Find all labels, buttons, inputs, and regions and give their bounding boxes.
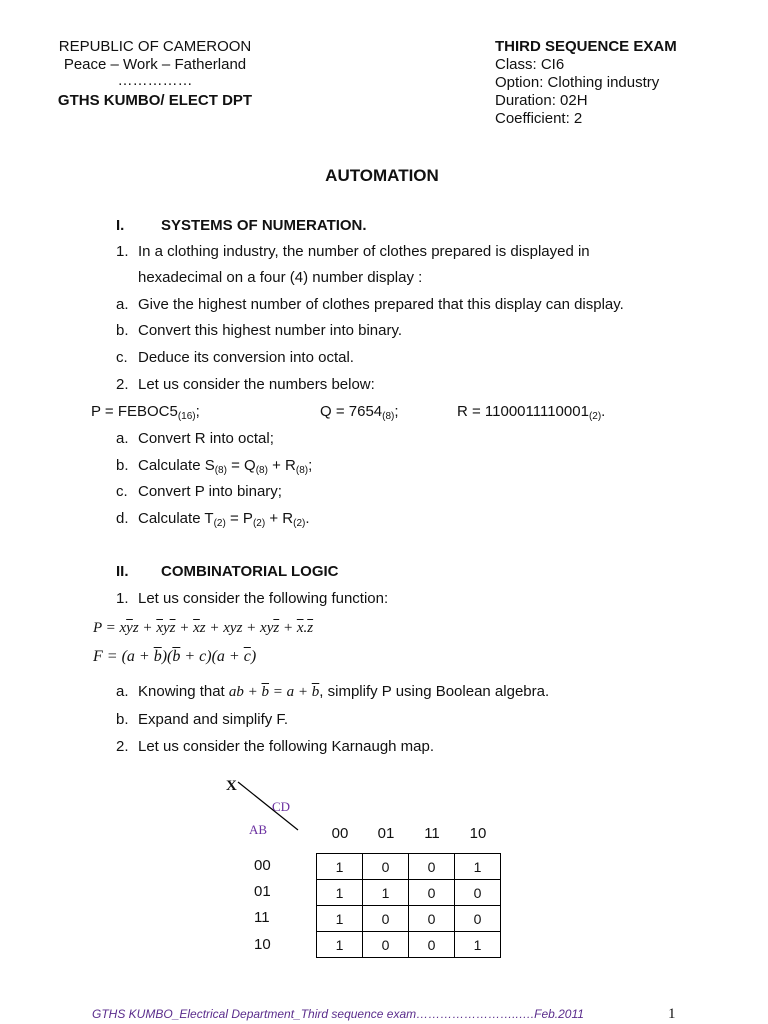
kmap-cell: 0 [363, 854, 409, 880]
s1-q2-number: 2. [116, 376, 129, 393]
kmap-cell: 0 [455, 906, 501, 932]
kmap-diagonal [236, 780, 306, 835]
s1-q2c-letter: c. [116, 483, 128, 500]
footer-text: GTHS KUMBO_Electrical Department_Third sequence exam……………………..….Feb.2011 [92, 1007, 584, 1021]
s1-q2a: Convert R into octal; [138, 430, 274, 447]
kmap-row [317, 854, 501, 880]
s1-q1c: Deduce its conversion into octal. [138, 349, 354, 366]
section2-title: COMBINATORIAL LOGIC [161, 563, 339, 580]
number-r: $R = 1100011110001_{(2)}$. [457, 403, 606, 422]
kmap-col-10: 10 [469, 825, 487, 842]
header-class: Class: CI6 [495, 56, 565, 73]
page-number: 1 [668, 1006, 676, 1022]
header-coefficient: Coefficient: 2 [495, 110, 583, 127]
s1-q1c-letter: c. [116, 349, 128, 366]
s2-q1: Let us consider the following function: [138, 590, 389, 607]
number-q: $Q = 7654_{(8)}$; [320, 403, 399, 422]
equation-f: $F = (a + \overline{b})(\overline{b} + c)(a + \overline{c})$ [93, 648, 257, 665]
kmap-row-label-11: 11 [254, 909, 270, 926]
kmap-row-label-00: 00 [254, 857, 271, 874]
kmap-cell: 1 [317, 932, 363, 958]
s2-q1-number: 1. [116, 590, 129, 607]
header-country: REPUBLIC OF CAMEROON [58, 38, 252, 55]
kmap-cell: 1 [317, 854, 363, 880]
s1-q2a-letter: a. [116, 430, 129, 447]
karnaugh-map [316, 853, 501, 958]
kmap-cell: 0 [409, 880, 455, 906]
section1-number: I. [116, 217, 125, 234]
kmap-cell: 0 [363, 932, 409, 958]
kmap-ab-label: AB [249, 822, 268, 837]
s1-q1-line1: In a clothing industry, the number of clothes prepared is displayed in [138, 243, 590, 260]
section1-title: SYSTEMS OF NUMERATION. [161, 217, 367, 234]
page-title: AUTOMATION [325, 166, 439, 185]
header-motto: Peace – Work – Fatherland [63, 56, 247, 73]
kmap-col-00: 00 [331, 825, 349, 842]
s1-q2c: Convert P into binary; [138, 483, 282, 500]
s2-qb-letter: b. [116, 711, 129, 728]
kmap-cell: 0 [455, 880, 501, 906]
s1-q2d-letter: d. [116, 510, 129, 527]
kmap-cell: 0 [363, 906, 409, 932]
s1-q1b-letter: b. [116, 322, 129, 339]
header-exam: THIRD SEQUENCE EXAM [495, 38, 677, 55]
kmap-cell: 0 [409, 906, 455, 932]
kmap-row-label-10: 10 [254, 936, 271, 953]
s2-qa-letter: a. [116, 683, 129, 700]
s1-q1b: Convert this highest number into binary. [138, 322, 403, 339]
kmap-cell: 1 [363, 880, 409, 906]
kmap-row-label-01: 01 [254, 883, 271, 900]
kmap-cell: 1 [455, 854, 501, 880]
header-school: GTHS KUMBO/ ELECT DPT [57, 92, 253, 109]
section2-number: II. [116, 563, 129, 580]
s1-q1-line2: hexadecimal on a four (4) number display : [138, 269, 423, 286]
s2-q2: Let us consider the following Karnaugh map. [138, 738, 435, 755]
kmap-cd-label: CD [272, 799, 291, 814]
kmap-row [317, 906, 501, 932]
kmap-cell: 1 [317, 880, 363, 906]
header-duration: Duration: 02H [495, 92, 588, 109]
s1-q2b-letter: b. [116, 457, 129, 474]
equation-p: $P = x\overline{y}z + \overline{x}y\overline{z} + \overline{x}z$ + xyz + $xy\overline{z} + \overline{x}.\overline{z}$ [93, 620, 314, 636]
kmap-x-label: X [226, 778, 237, 794]
kmap-cell: 0 [409, 854, 455, 880]
kmap-row [317, 932, 501, 958]
s1-q1a-letter: a. [116, 296, 129, 313]
s2-qa: Knowing that ab + $\overline{b} = a + \overline{b}$, simplify P using Boolean algebra. [138, 683, 550, 700]
kmap-row [317, 880, 501, 906]
kmap-col-01: 01 [377, 825, 395, 842]
number-p: $P = FEBOC5_{(16)}$; [91, 403, 200, 422]
header-option: Option: Clothing industry [495, 74, 660, 91]
kmap-cell: 0 [409, 932, 455, 958]
kmap-cell: 1 [317, 906, 363, 932]
kmap-cell: 1 [455, 932, 501, 958]
s1-q1-number: 1. [116, 243, 129, 260]
s2-qb: Expand and simplify F. [138, 711, 289, 728]
header-dots: …………… [117, 72, 193, 89]
s1-q1a: Give the highest number of clothes prepared that this display can display. [138, 296, 624, 313]
s1-q2b: Calculate $S_{(8)} = Q_{(8)} + R_{(8)}$; [138, 457, 313, 476]
s1-q2: Let us consider the numbers below: [138, 376, 375, 393]
kmap-col-11: 11 [424, 825, 440, 842]
s2-q2-number: 2. [116, 738, 129, 755]
s1-q2d: Calculate $T_{(2)} = P_{(2)} + R_{(2)}$. [138, 510, 310, 529]
